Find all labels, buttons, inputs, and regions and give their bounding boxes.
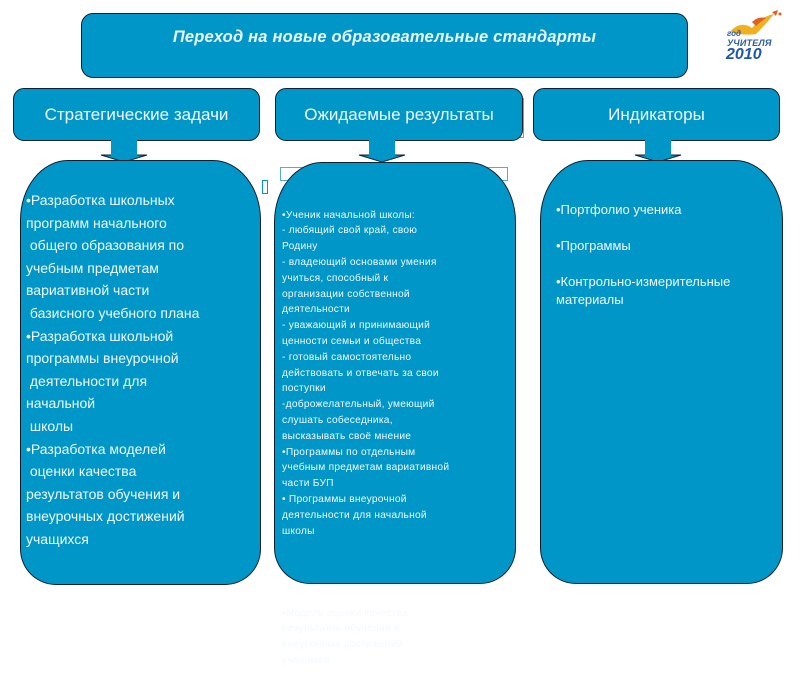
header-label: Ожидаемые результаты xyxy=(304,104,494,124)
title-box xyxy=(81,13,688,78)
indicator-item: •Портфолио ученика xyxy=(556,202,682,217)
expected-results-block: •Ученик начальной школы: - любящий свой край, свою Родину - владеющий основами умения учиться, способный к организации собственной деятельности - уважающий и принимающий ценности семьи и общества - готовый самостоятельно действовать и отвечать за свои поступки -доброжелательный, умеющий слушать собеседника, высказывать своё мнение •Программы по отдельным учебным предметам вариативной части БУП • Программы внеурочной деятельности для начальной школы xyxy=(282,209,450,537)
indicators-panel xyxy=(540,160,783,584)
expected-results-block: •Модель оценки качества результатов обучения и внеурочных достижений учащихся xyxy=(282,607,409,666)
frame-outline-right xyxy=(262,180,268,194)
logo-year: 2010 xyxy=(726,46,762,63)
down-arrow-icon xyxy=(99,140,149,162)
expected-results-panel xyxy=(274,162,516,666)
indicator-item: •Контрольно-измерительные материалы xyxy=(556,274,731,307)
header-expected-results xyxy=(275,88,523,141)
slide-title: Переход на новые образовательные стандарты xyxy=(172,28,597,46)
strategic-tasks-text: •Разработка школьных программ начального общего образования по учебным предметам вариативной части базисного учебного плана •Разработка школьной программы внеурочной деятельности для начальной школы •Разработка моделей оценки качества результатов обучения и внеурочных достижений учащихся xyxy=(26,192,200,547)
down-arrow-icon xyxy=(357,140,407,162)
header-label: Индикаторы xyxy=(608,104,705,124)
indicator-item: •Программы xyxy=(556,238,631,253)
teacher-year-logo xyxy=(722,10,788,66)
strategic-tasks-panel xyxy=(20,160,261,585)
down-arrow-icon xyxy=(633,140,683,162)
indicators-list xyxy=(556,201,776,327)
header-indicators xyxy=(533,88,780,141)
logo-line1: год xyxy=(727,29,741,38)
header-label: Стратегические задачи xyxy=(44,104,229,124)
header-strategic-tasks xyxy=(13,88,260,141)
expected-results-text xyxy=(282,176,511,700)
logo-line2: УЧИТЕЛЯ xyxy=(727,38,772,48)
